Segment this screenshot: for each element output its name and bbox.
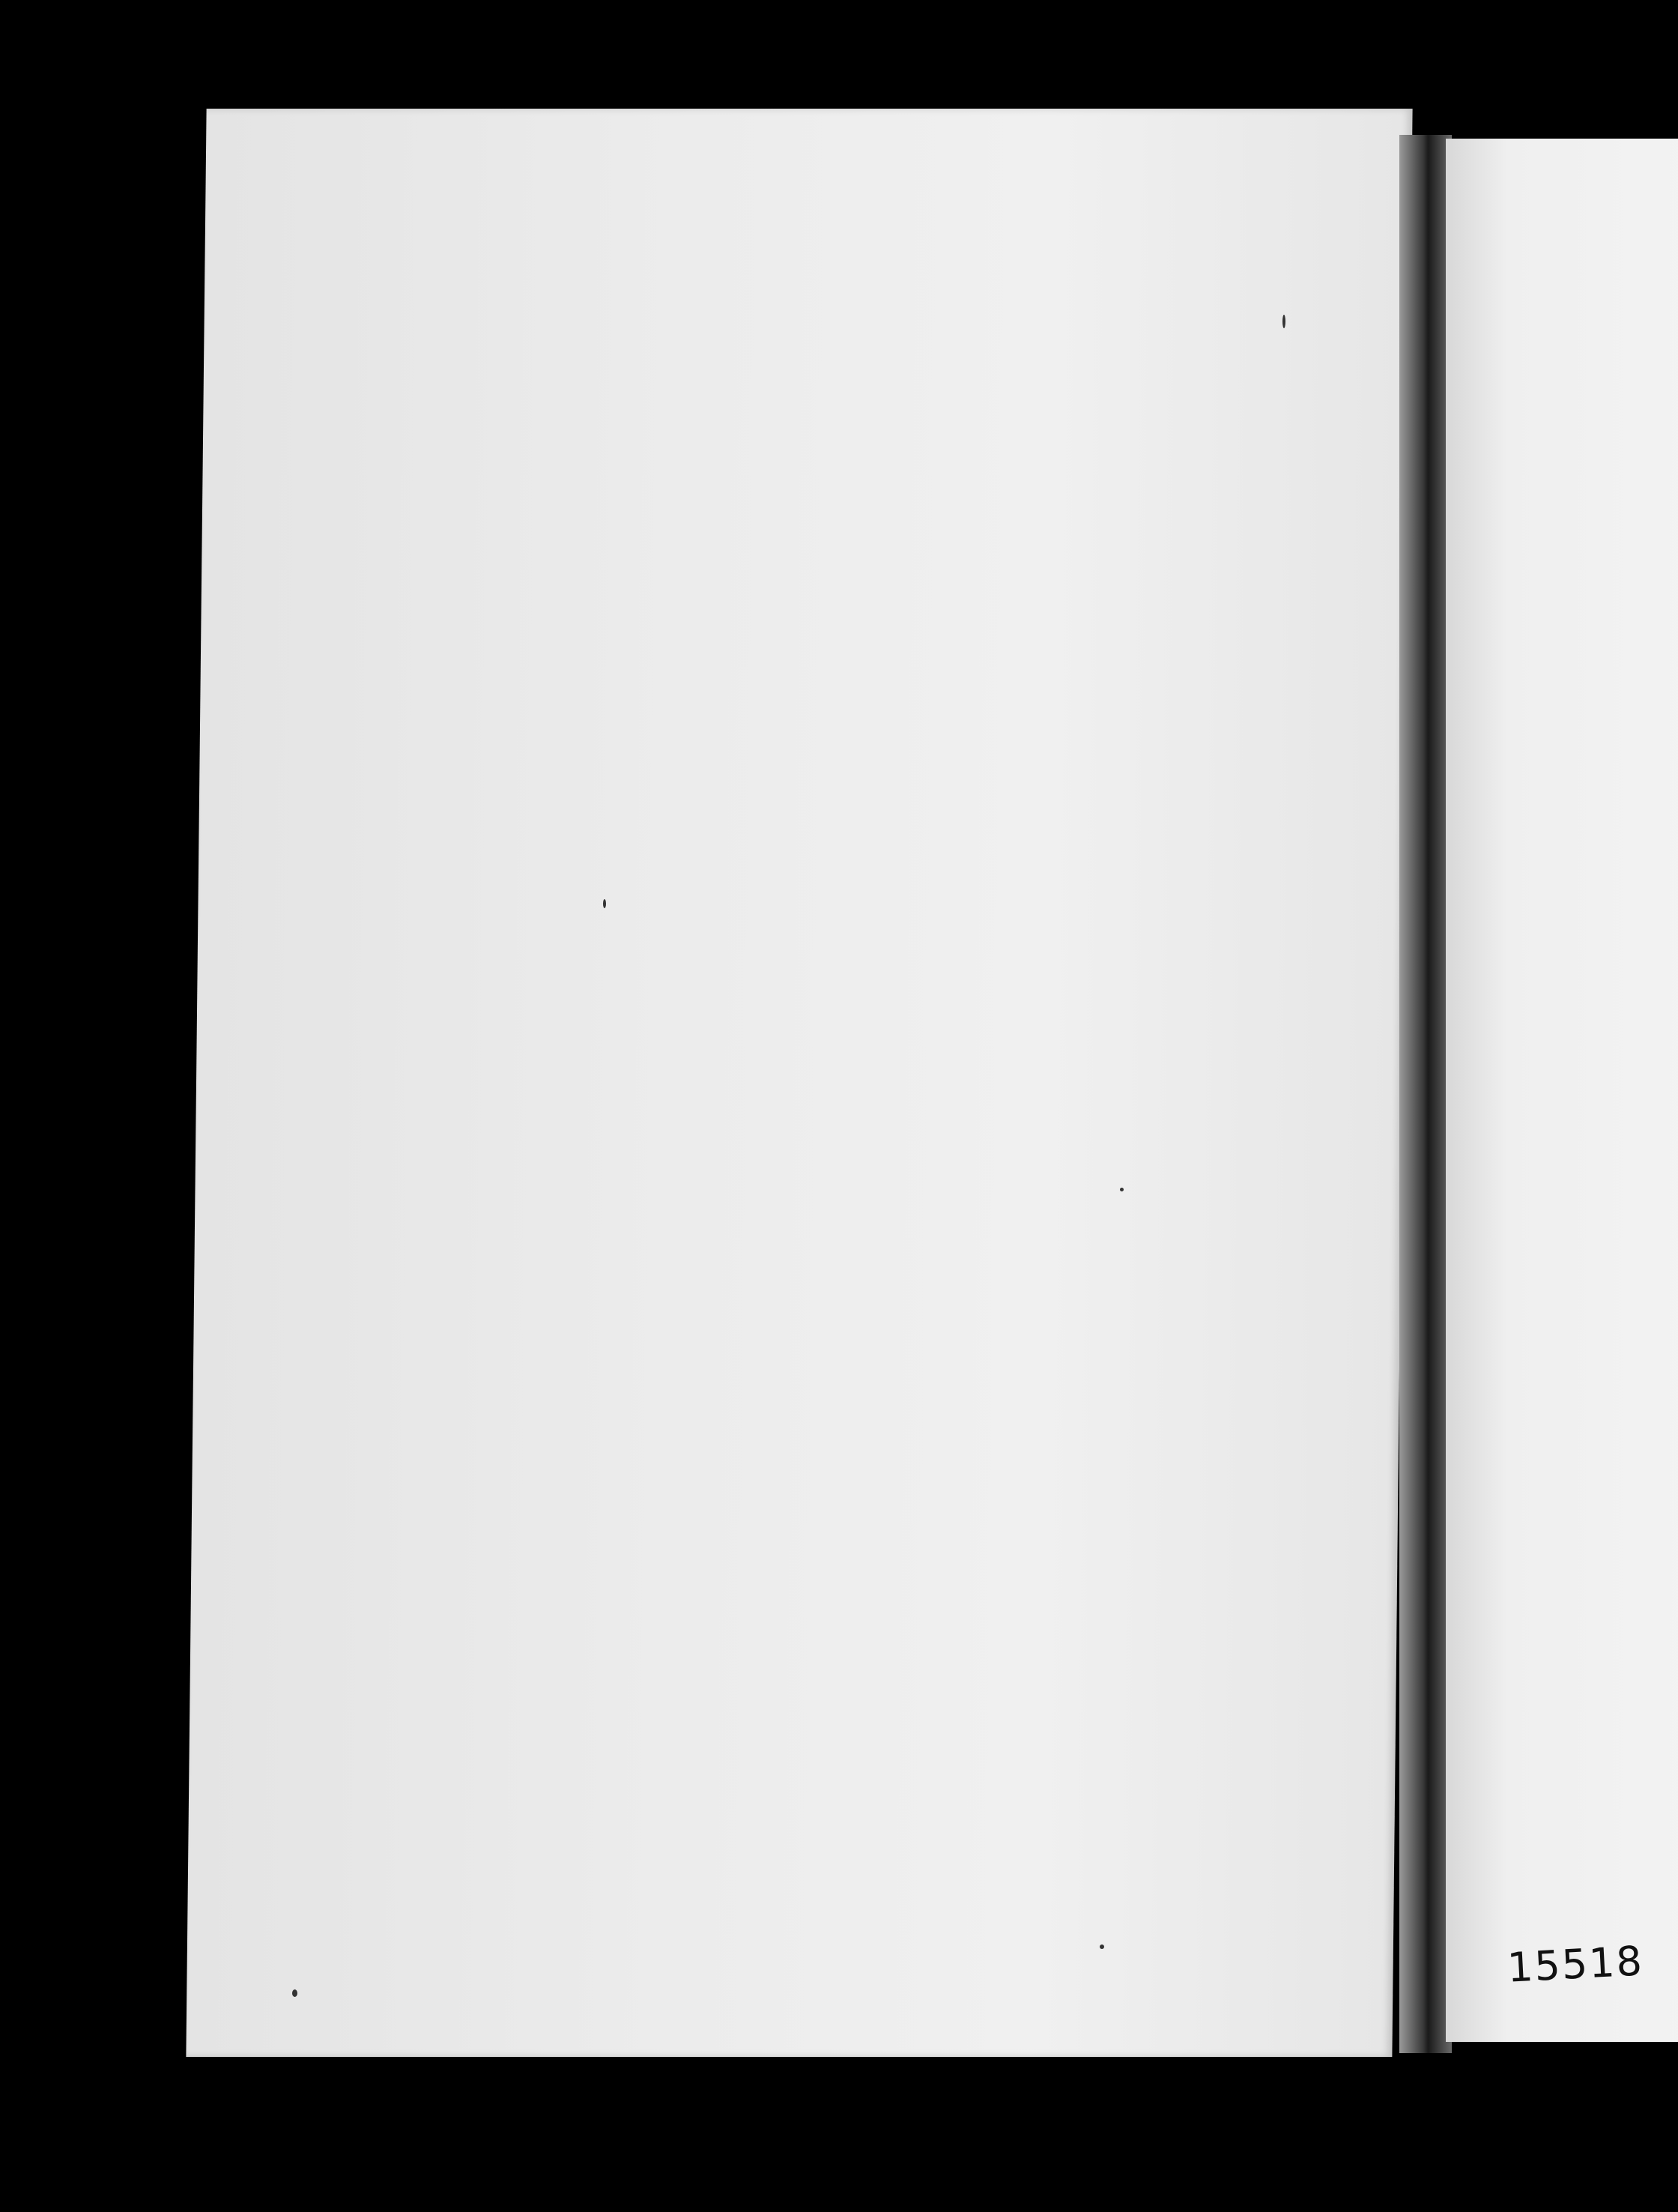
right-page <box>1446 139 1678 2042</box>
left-page <box>186 109 1412 2057</box>
handwritten-number: 15518 <box>1506 1937 1645 1992</box>
scan-speck <box>1282 315 1285 328</box>
scan-speck <box>1120 1188 1124 1191</box>
scan-speck <box>603 899 606 908</box>
scan-speck <box>1100 1944 1104 1949</box>
book-gutter <box>1399 135 1452 2053</box>
scan-speck <box>292 1989 297 1997</box>
